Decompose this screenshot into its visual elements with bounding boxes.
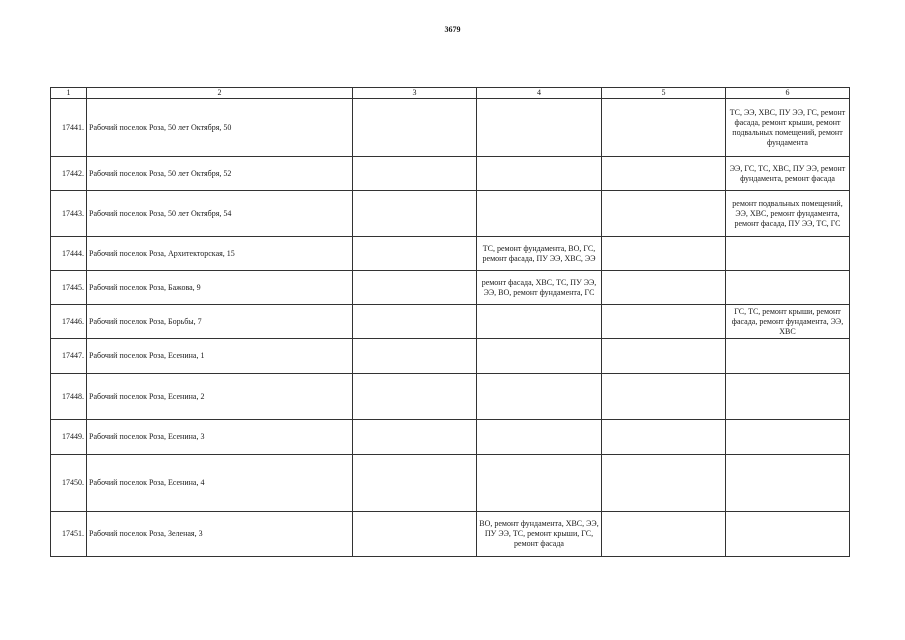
row-col5 bbox=[602, 99, 726, 157]
row-col4: ремонт фасада, ХВС, ТС, ПУ ЭЭ, ЭЭ, ВО, ремонт фундамента, ГС bbox=[477, 271, 602, 305]
row-col6 bbox=[726, 420, 850, 455]
table-row bbox=[51, 191, 850, 237]
row-number: 17442. bbox=[51, 157, 87, 191]
row-col5 bbox=[602, 455, 726, 512]
row-col3 bbox=[353, 512, 477, 557]
row-col4 bbox=[477, 99, 602, 157]
row-col3 bbox=[353, 191, 477, 237]
row-col4 bbox=[477, 191, 602, 237]
row-col3 bbox=[353, 374, 477, 420]
table-row bbox=[51, 237, 850, 271]
table-row bbox=[51, 271, 850, 305]
row-col4: ВО, ремонт фундамента, ХВС, ЭЭ, ПУ ЭЭ, ТС, ремонт крыши, ГС, ремонт фасада bbox=[477, 512, 602, 557]
row-col6 bbox=[726, 455, 850, 512]
table-row bbox=[51, 420, 850, 455]
row-address: Рабочий поселок Роза, Есенина, 2 bbox=[87, 374, 353, 420]
table-row bbox=[51, 455, 850, 512]
row-number: 17448. bbox=[51, 374, 87, 420]
row-address: Рабочий поселок Роза, Есенина, 4 bbox=[87, 455, 353, 512]
row-col3 bbox=[353, 237, 477, 271]
row-col5 bbox=[602, 305, 726, 339]
column-header: 6 bbox=[726, 88, 850, 99]
column-header: 1 bbox=[51, 88, 87, 99]
table-row bbox=[51, 512, 850, 557]
row-col6 bbox=[726, 237, 850, 271]
row-col5 bbox=[602, 512, 726, 557]
table-body bbox=[51, 88, 850, 557]
row-col4 bbox=[477, 374, 602, 420]
row-number: 17443. bbox=[51, 191, 87, 237]
row-col5 bbox=[602, 157, 726, 191]
row-col3 bbox=[353, 305, 477, 339]
row-address: Рабочий поселок Роза, 50 лет Октября, 52 bbox=[87, 157, 353, 191]
row-col5 bbox=[602, 271, 726, 305]
row-address: Рабочий поселок Роза, 50 лет Октября, 54 bbox=[87, 191, 353, 237]
row-number: 17451. bbox=[51, 512, 87, 557]
row-col6 bbox=[726, 271, 850, 305]
row-number: 17444. bbox=[51, 237, 87, 271]
row-col4 bbox=[477, 305, 602, 339]
table-row bbox=[51, 339, 850, 374]
row-col5 bbox=[602, 420, 726, 455]
row-col6: ГС, ТС, ремонт крыши, ремонт фасада, ремонт фундамента, ЭЭ, ХВС bbox=[726, 305, 850, 339]
row-address: Рабочий поселок Роза, Зеленая, 3 bbox=[87, 512, 353, 557]
row-col6 bbox=[726, 512, 850, 557]
row-col3 bbox=[353, 339, 477, 374]
row-number: 17445. bbox=[51, 271, 87, 305]
table-row bbox=[51, 374, 850, 420]
row-col4 bbox=[477, 455, 602, 512]
row-col6: ЭЭ, ГС, ТС, ХВС, ПУ ЭЭ, ремонт фундамента, ремонт фасада bbox=[726, 157, 850, 191]
header-row bbox=[51, 88, 850, 99]
row-address: Рабочий поселок Роза, Архитекторская, 15 bbox=[87, 237, 353, 271]
row-number: 17441. bbox=[51, 99, 87, 157]
row-col5 bbox=[602, 339, 726, 374]
row-col4 bbox=[477, 157, 602, 191]
row-col6 bbox=[726, 374, 850, 420]
row-col5 bbox=[602, 237, 726, 271]
row-address: Рабочий поселок Роза, Борьбы, 7 bbox=[87, 305, 353, 339]
table-row bbox=[51, 99, 850, 157]
column-header: 3 bbox=[353, 88, 477, 99]
row-address: Рабочий поселок Роза, Бажова, 9 bbox=[87, 271, 353, 305]
row-col3 bbox=[353, 455, 477, 512]
row-number: 17449. bbox=[51, 420, 87, 455]
row-number: 17446. bbox=[51, 305, 87, 339]
column-header: 5 bbox=[602, 88, 726, 99]
row-number: 17447. bbox=[51, 339, 87, 374]
row-address: Рабочий поселок Роза, 50 лет Октября, 50 bbox=[87, 99, 353, 157]
works-table bbox=[50, 87, 850, 557]
row-col6: ремонт подвальных помещений, ЭЭ, ХВС, ремонт фундамента, ремонт фасада, ПУ ЭЭ, ТС, ГС bbox=[726, 191, 850, 237]
page-number: 3679 bbox=[444, 25, 461, 34]
row-number: 17450. bbox=[51, 455, 87, 512]
row-col4 bbox=[477, 339, 602, 374]
row-address: Рабочий поселок Роза, Есенина, 3 bbox=[87, 420, 353, 455]
row-col6: ТС, ЭЭ, ХВС, ПУ ЭЭ, ГС, ремонт фасада, ремонт крыши, ремонт подвальных помещений, ремонт фундамента bbox=[726, 99, 850, 157]
table-row bbox=[51, 305, 850, 339]
row-address: Рабочий поселок Роза, Есенина, 1 bbox=[87, 339, 353, 374]
row-col4: ТС, ремонт фундамента, ВО, ГС, ремонт фасада, ПУ ЭЭ, ХВС, ЭЭ bbox=[477, 237, 602, 271]
row-col3 bbox=[353, 99, 477, 157]
row-col5 bbox=[602, 374, 726, 420]
row-col3 bbox=[353, 271, 477, 305]
column-header: 2 bbox=[87, 88, 353, 99]
column-header: 4 bbox=[477, 88, 602, 99]
row-col5 bbox=[602, 191, 726, 237]
row-col3 bbox=[353, 420, 477, 455]
row-col3 bbox=[353, 157, 477, 191]
row-col4 bbox=[477, 420, 602, 455]
row-col6 bbox=[726, 339, 850, 374]
table-row bbox=[51, 157, 850, 191]
